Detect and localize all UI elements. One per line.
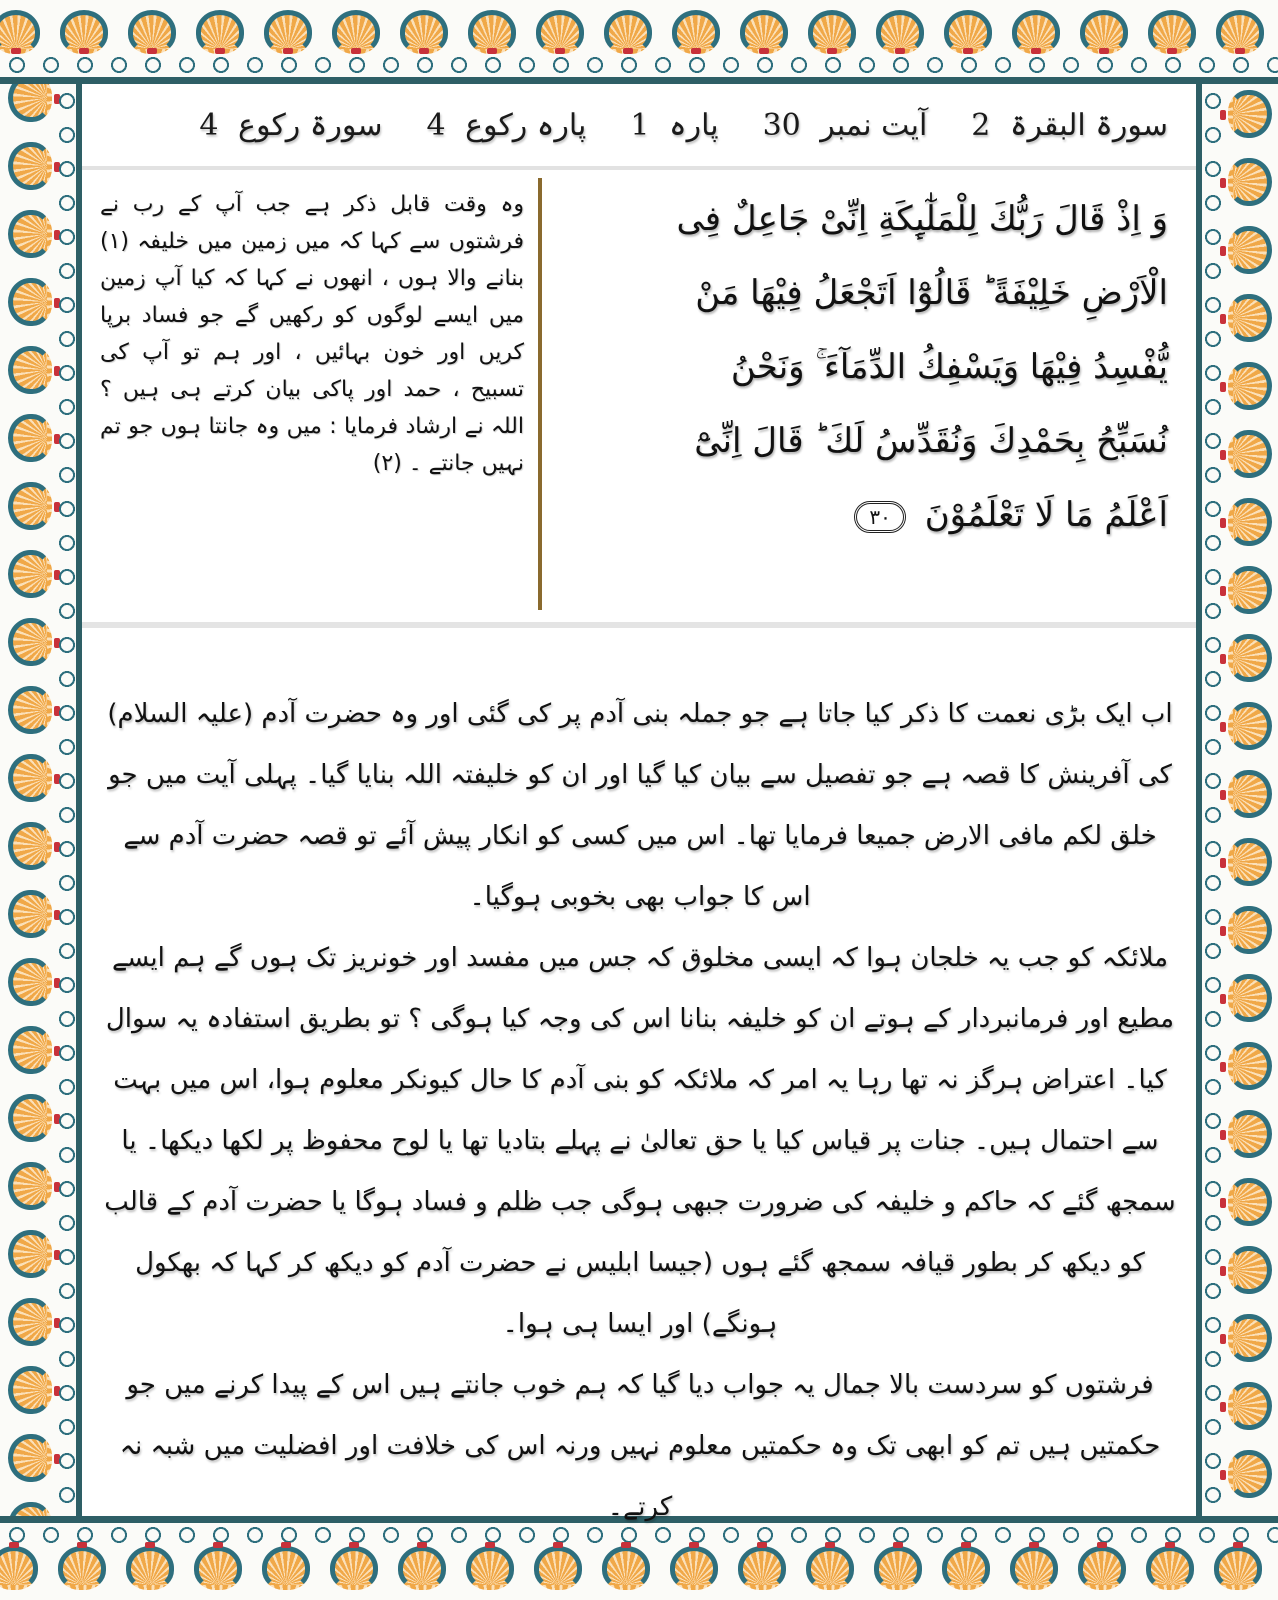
ayah-section [82,170,1196,620]
page-content [82,84,1196,1522]
ayah-line: اَعْلَمُ مَا لَا تَعْلَمُوْنَ [924,495,1168,535]
ayah-end-marker-icon: ٣٠ [854,501,905,533]
ayah-line: نُسَبِّحُ بِحَمْدِكَ وَنُقَدِّسُ لَكَ ؕ قَالَ اِنِّىْٓ [694,421,1168,461]
surah-ruku-label: سورۃ رکوع [238,107,383,143]
border-rule [0,77,1278,84]
ayah-arabic-text [568,182,1168,552]
palm-frieze-icon [0,1542,1278,1598]
ayah-number: 30 [762,107,801,143]
palm-frieze-icon [1220,84,1276,1516]
scroll-band-icon [0,54,1278,76]
para-number: 1 [630,107,650,143]
ayah-reference [763,108,928,143]
ornamental-border-top [0,0,1278,84]
urdu-translation: وہ وقت قابل ذکر ہے جب آپ کے رب نے فرشتوں سے کہا کہ میں زمین میں خلیفہ (۱) بنانے والا ہوں ، انھوں نے کہا کہ کیا آپ زمین میں ایسے لوگوں کو رکھیں گے جو فساد برپا کریں اور خون بہائیں ، اور ہم تو آپ کی تسبیح ، حمد اور پاکی بیان کرتے ہی ہیں ؟ اللہ نے ارشاد فرمایا : میں وہ جانتا ہوں جو تم نہیں جانتے ۔ (۲) [100,192,524,476]
para-ruku-label: پارہ رکوع [465,107,587,143]
surah-ruku-reference [199,108,382,143]
verse-reference-header [82,84,1196,166]
para-ruku-number: 4 [426,107,446,143]
surah-label: سورۃ البقرۃ [1009,107,1168,143]
scroll-band-icon [56,84,78,1516]
tafseer-paragraph: ملائکہ کو جب یہ خلجان ہوا کہ ایسی مخلوق کہ جس میں مفسد اور خونریز تک ہوں گے ہم ایسے مطیع اور فرمانبردار کے ہوتے ان کو خلیفہ بنانا اس کی وجہ کیا ہوگی ؟ تو بطریق استفادہ یہ سوال کیا۔ اعتراض ہرگز نہ تھا رہا یہ امر کہ ملائکہ کو بنی آدم کا حال کیونکر معلوم ہوا، اس میں بہت سے احتمال ہیں۔ جنات پر قیاس کیا یا حق تعالیٰ نے پہلے بتادیا تھا یا لوح محفوظ پر لکھا دیکھا۔ یا سمجھ گئے کہ حاکم و خلیفہ کی ضرورت جبھی ہوگی جب ظلم و فساد ہوگا یا حضرت آدم کے قالب کو دیکھ کر بطور قیافہ سمجھ گئے ہوں (جیسا ابلیس نے حضرت آدم کو دیکھ کر کہا کہ بھکول ہونگے) اور ایسا ہی ہوا۔ [104,943,1176,1339]
tafseer-commentary [102,684,1178,1538]
ornamental-border-right [1196,84,1278,1516]
section-divider [82,622,1196,628]
surah-ruku-number: 4 [199,107,219,143]
palm-frieze-icon [4,84,60,1516]
ayah-line: يُّفْسِدُ فِيْهَا وَيَسْفِكُ الدِّمَآءَ ۚ وَنَحْنُ [730,347,1168,387]
ornamental-border-left [0,84,82,1516]
para-label: پارہ [669,107,719,143]
para-reference [630,108,718,143]
column-divider [538,178,542,610]
surah-reference [971,108,1168,143]
ayah-label: آیت نمبر [820,107,928,143]
ayah-line: وَ اِذْ قَالَ رَبُّكَ لِلْمَلٰٓىِٕكَةِ اِنِّىْ جَاعِلٌ فِى [676,199,1168,239]
ayah-line: الْاَرْضِ خَلِيْفَةً ؕ قَالُوْٓا اَتَجْعَلُ فِيْهَا مَنْ [695,273,1168,313]
ayah-line-last [568,478,1168,552]
surah-number: 2 [971,107,991,143]
tafseer-paragraph: اب ایک بڑی نعمت کا ذکر کیا جاتا ہے جو جملہ بنی آدم پر کی گئی اور وہ حضرت آدم (علیہ السلام) کی آفرینش کا قصہ ہے جو تفصیل سے بیان کیا گیا اور ان کو خلیفتہ اللہ بنایا گیا۔ پہلی آیت میں جو خلق لکم مافی الارض جمیعا فرمایا تھا۔ اس میں کسی کو انکار پیش آئے تو قصہ حضرت آدم سے اس کا جواب بھی بخوبی ہوگیا۔ [107,699,1173,912]
para-ruku-reference [426,108,586,143]
tafseer-paragraph: فرشتوں کو سردست بالا جمال یہ جواب دیا گیا کہ ہم خوب جانتے ہیں اس کے پیدا کرنے میں جو حکمتیں ہیں تم کو ابھی تک وہ حکمتیں معلوم نہیں ورنہ اس کی خلافت اور افضلیت میں شبہ نہ کرتے۔ [119,1370,1161,1522]
